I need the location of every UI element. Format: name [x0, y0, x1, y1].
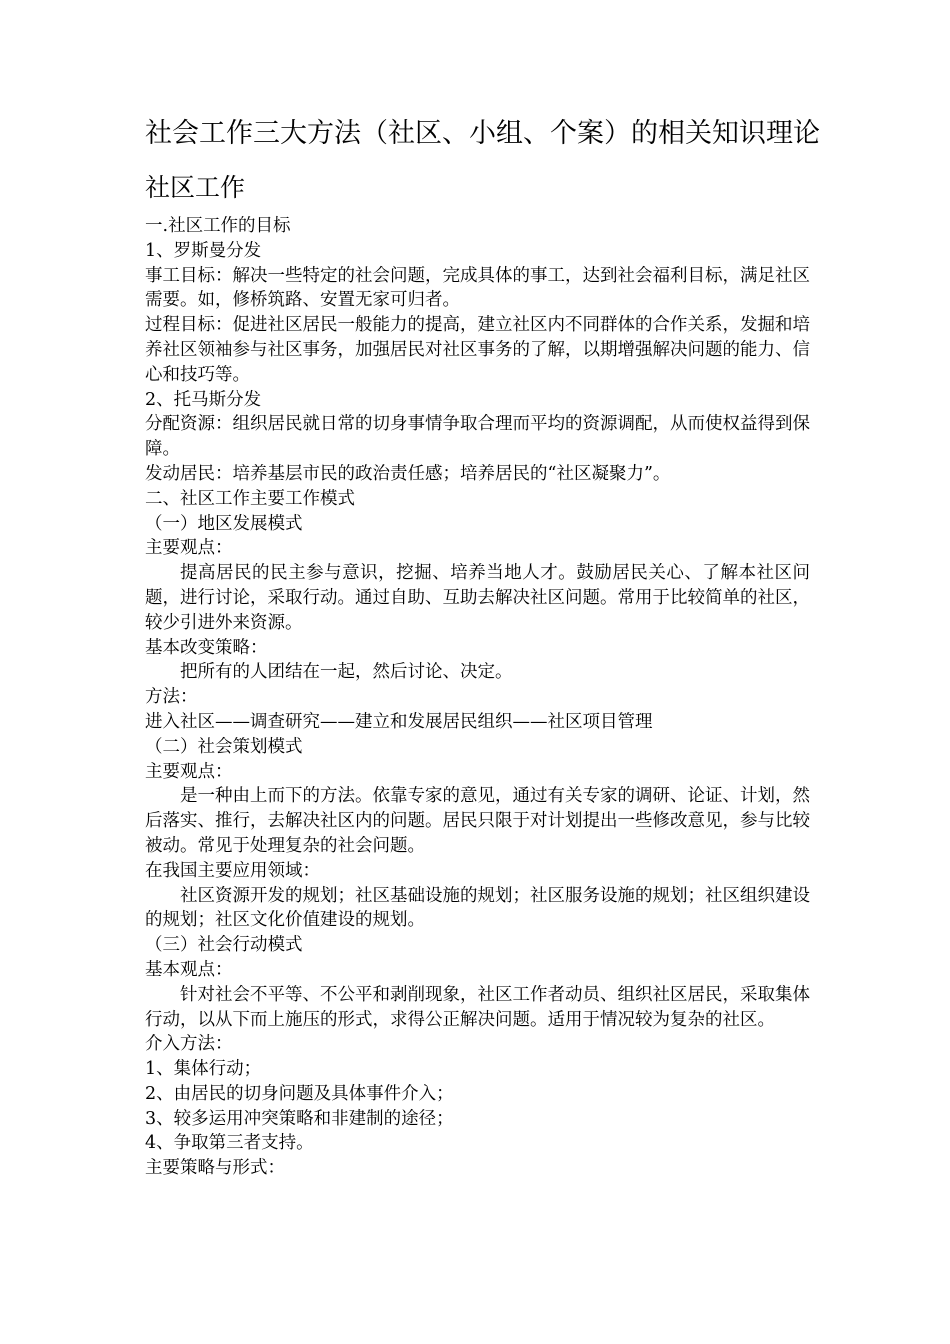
body-paragraph: 针对社会不平等、不公平和剥削现象，社区工作者动员、组织社区居民，采取集体行动，以从下而上施压的形式，求得公正解决问题。适用于情况较为复杂的社区。	[145, 984, 810, 1030]
body-paragraph: 事工目标：解决一些特定的社会问题，完成具体的事工，达到社会福利目标，满足社区需要。如，修桥筑路、安置无家可归者。	[145, 265, 810, 311]
body-paragraph: 1、集体行动；	[145, 1059, 262, 1080]
body-paragraph: （三）社会行动模式	[145, 935, 303, 956]
body-paragraph: 提高居民的民主参与意识，挖掘、培养当地人才。鼓励居民关心、了解本社区问题，进行讨论，采取行动。通过自助、互助去解决社区问题。常用于比较简单的社区，较少引进外来资源。	[145, 563, 810, 633]
body-paragraph: 进入社区——调查研究——建立和发展居民组织——社区项目管理	[145, 711, 653, 732]
body-paragraph: 主要策略与形式：	[145, 1158, 285, 1179]
body-paragraph: 基本观点：	[145, 959, 233, 980]
body-paragraph: 2、由居民的切身问题及具体事件介入；	[145, 1083, 454, 1104]
body-paragraph: 把所有的人团结在一起，然后讨论、决定。	[180, 662, 513, 683]
body-paragraph: 3、较多运用冲突策略和非建制的途径；	[145, 1108, 454, 1129]
body-paragraph: （一）地区发展模式	[145, 513, 303, 534]
body-paragraph: 一.社区工作的目标	[145, 216, 291, 236]
body-paragraph: 1、罗斯曼分发	[145, 240, 262, 261]
body-paragraph: 过程目标：促进社区居民一般能力的提高，建立社区内不同群体的合作关系，发掘和培养社区领袖参与社区事务，加强居民对社区事务的了解，以期增强解决问题的能力、信心和技巧等。	[145, 315, 810, 385]
document-title: 社会工作三大方法（社区、小组、个案）的相关知识理论	[145, 118, 820, 149]
body-paragraph: 发动居民：培养基层市民的政治责任感；培养居民的“社区凝聚力”。	[145, 463, 671, 484]
body-paragraph: 方法：	[145, 687, 198, 708]
body-paragraph: 4、争取第三者支持。	[145, 1133, 314, 1154]
body-paragraph: 2、托马斯分发	[145, 389, 262, 410]
body-paragraph: 基本改变策略：	[145, 637, 268, 658]
body-paragraph: 分配资源：组织居民就日常的切身事情争取合理而平均的资源调配，从而使权益得到保障。	[145, 414, 810, 460]
section-title: 社区工作	[145, 173, 246, 202]
body-paragraph: 社区资源开发的规划；社区基础设施的规划；社区服务设施的规划；社区组织建设的规划；社区文化价值建设的规划。	[145, 885, 810, 931]
body-paragraph: （二）社会策划模式	[145, 736, 303, 757]
document-page	[145, 112, 820, 1181]
body-paragraph: 主要观点：	[145, 538, 233, 559]
body-paragraph: 二、社区工作主要工作模式	[145, 488, 355, 509]
body-paragraph: 是一种由上而下的方法。依靠专家的意见，通过有关专家的调研、论证、计划，然后落实、推行，去解决社区内的问题。居民只限于对计划提出一些修改意见，参与比较被动。常见于处理复杂的社会问题。	[145, 786, 810, 856]
body-paragraph: 主要观点：	[145, 761, 233, 782]
body-paragraph: 介入方法：	[145, 1034, 233, 1055]
document-body	[145, 214, 810, 1181]
body-paragraph: 在我国主要应用领域：	[145, 860, 320, 881]
